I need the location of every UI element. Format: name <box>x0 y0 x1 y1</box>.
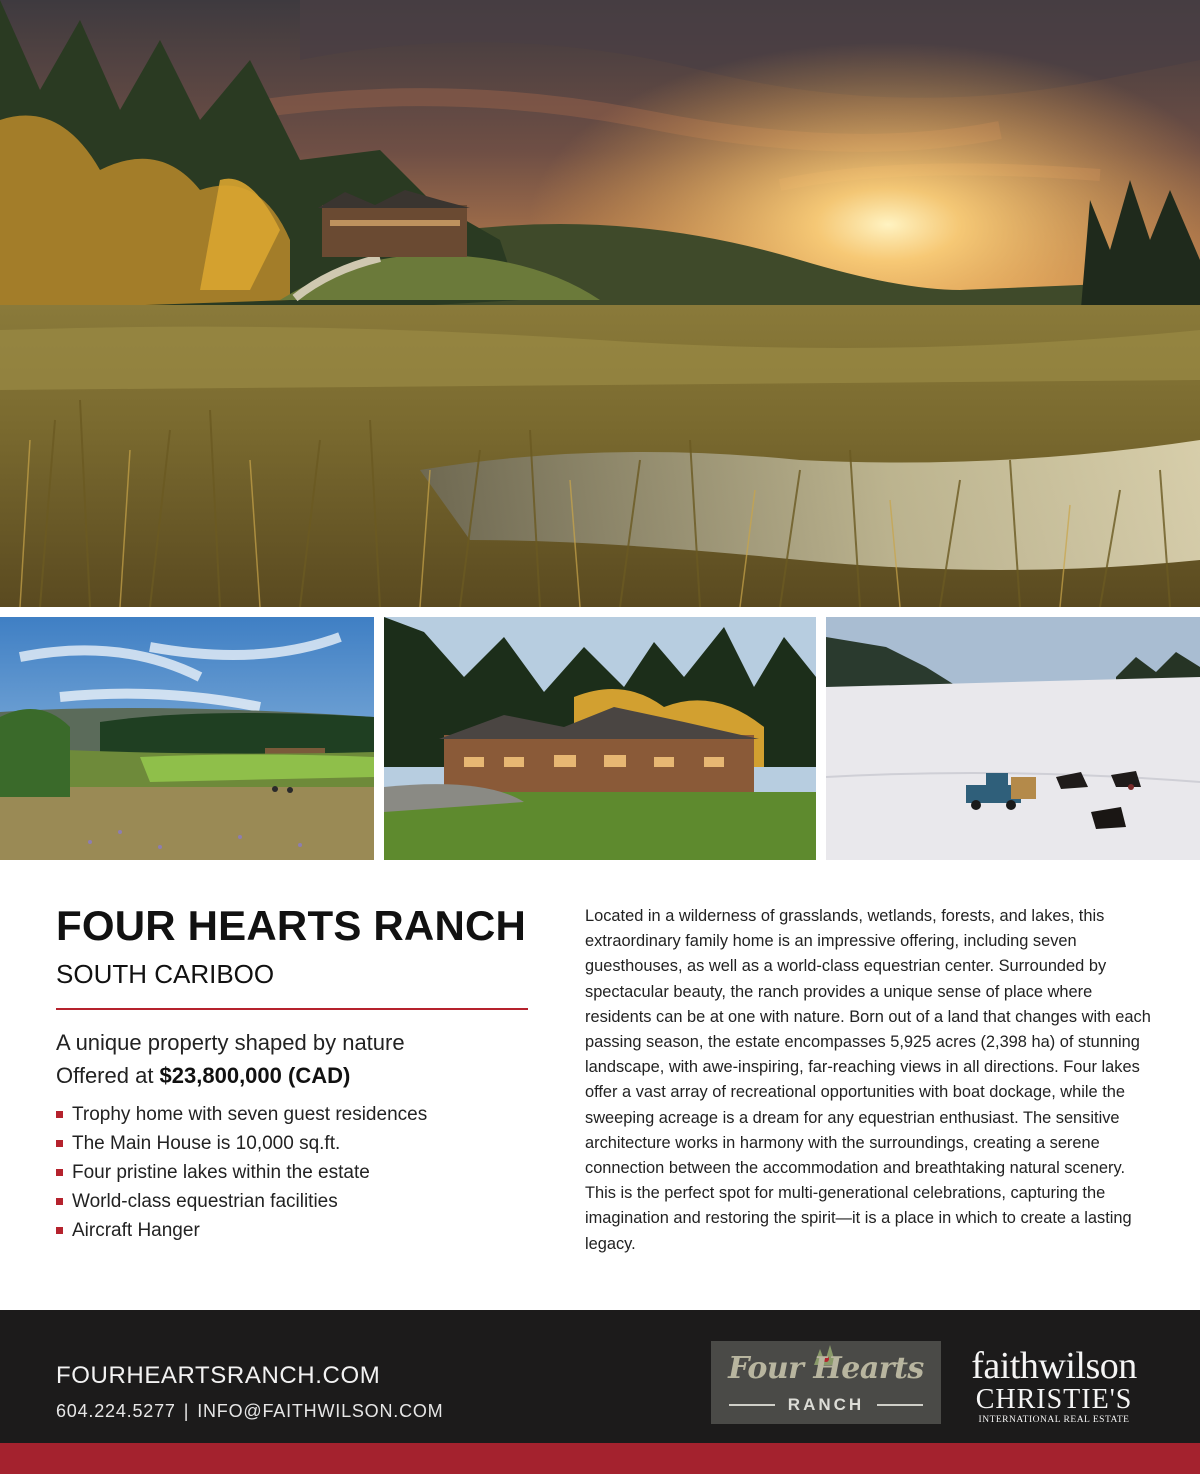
photo-winter-horses-lake <box>826 617 1200 860</box>
feature-item <box>56 1100 536 1129</box>
logo-script-text: Four Hearts <box>728 1351 924 1386</box>
hero-photo-sunset-wetland <box>0 0 1200 607</box>
phone-link[interactable]: 604.224.5277 <box>56 1401 176 1421</box>
christies-subtitle: INTERNATIONAL REAL ESTATE <box>978 1415 1130 1425</box>
christies-wordmark: CHRISTIE'S <box>975 1384 1133 1415</box>
bullet-square-icon <box>56 1169 63 1176</box>
price: $23,800,000 (CAD) <box>159 1063 351 1088</box>
contact-separator: | <box>183 1401 190 1421</box>
feature-item <box>56 1129 536 1158</box>
four-hearts-ranch-logo <box>711 1341 941 1424</box>
feature-text: World-class equestrian facilities <box>72 1191 338 1212</box>
contact-line <box>56 1401 443 1422</box>
price-line <box>56 1063 350 1089</box>
faithwilson-wordmark: faithwilson <box>971 1345 1137 1387</box>
footer-accent-stripe <box>0 1443 1200 1474</box>
tagline: A unique property shaped by nature <box>56 1030 405 1055</box>
price-prefix: Offered at <box>56 1063 160 1088</box>
feature-text: Four pristine lakes within the estate <box>72 1162 370 1183</box>
feature-item <box>56 1216 536 1245</box>
bullet-square-icon <box>56 1140 63 1147</box>
title-divider <box>56 1008 528 1010</box>
feature-item <box>56 1187 536 1216</box>
feature-text: The Main House is 10,000 sq.ft. <box>72 1133 341 1154</box>
bullet-square-icon <box>56 1111 63 1118</box>
property-location: SOUTH CARIBOO <box>56 959 275 989</box>
feature-list <box>56 1100 536 1245</box>
bullet-square-icon <box>56 1198 63 1205</box>
logo-ranch-text: RANCH <box>787 1395 865 1414</box>
feature-text: Aircraft Hanger <box>72 1220 200 1241</box>
website-link[interactable]: FOURHEARTSRANCH.COM <box>56 1362 381 1389</box>
logo-rule-right <box>877 1404 923 1406</box>
bullet-square-icon <box>56 1227 63 1234</box>
email-link[interactable]: INFO@FAITHWILSON.COM <box>197 1401 444 1421</box>
property-description: Located in a wilderness of grasslands, wetlands, forests, and lakes, this extraordinary family home is an impressive offering, including seven guesthouses, as well as a world-class equestrian center. Surrounded by spectacular beauty, the ranch provides a unique sense of place where residents can be at one with nature. Born out of a land that changes with each passing season, the estate encompasses 5,925 acres (2,398 ha) of stunning landscape, with awe-inspiring, far-reaching views in all directions. Four lakes offer a vast array of recreational opportunities with boat dockage, while the sweeping acreage is a dream for any equestrian enthusiast. The sensitive architecture works in harmony with the surroundings, creating a serene connection between the accommodation and breathtaking natural scenery. This is the perfect spot for multi-generational celebrations, capturing the imagination and restoring the spirit—it is a place in which to create a lasting legacy. <box>585 907 1151 1253</box>
property-title: FOUR HEARTS RANCH <box>56 902 527 949</box>
feature-text: Trophy home with seven guest residences <box>72 1104 428 1125</box>
faithwilson-christies-logo <box>960 1344 1150 1434</box>
photo-main-house-autumn <box>384 617 816 860</box>
photo-meadow-summer <box>0 617 374 860</box>
feature-item <box>56 1158 536 1187</box>
